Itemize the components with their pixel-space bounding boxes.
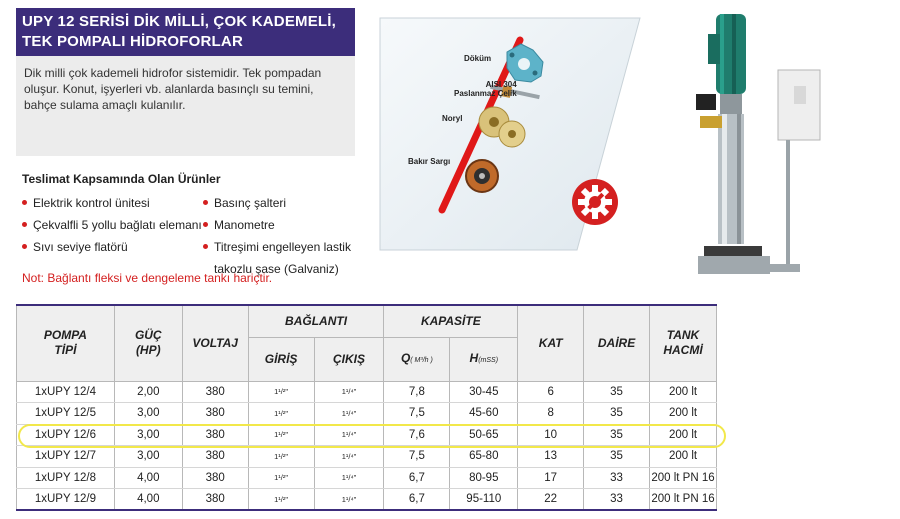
cell-cikis: 1¹/⁴" [314, 467, 384, 489]
scope-list-right [203, 192, 351, 280]
header-voltaj: VOLTAJ [182, 305, 248, 381]
cell-kat: 17 [518, 467, 584, 489]
cell-q: 6,7 [384, 467, 450, 489]
cell-tip: 1xUPY 12/5 [17, 403, 115, 425]
title-line-2: TEK POMPALI HİDROFORLAR [22, 33, 243, 50]
cell-q: 7,5 [384, 446, 450, 468]
bullet-icon [203, 244, 208, 249]
cell-cikis: 1¹/⁴" [314, 446, 384, 468]
cell-h: 30-45 [450, 381, 518, 403]
cell-tank: 200 lt PN 16 [650, 467, 717, 489]
cell-daire: 35 [584, 446, 650, 468]
cell-cikis: 1¹/⁴" [314, 424, 384, 446]
cell-voltaj: 380 [182, 424, 248, 446]
cell-q: 7,6 [384, 424, 450, 446]
note-text: Not: Bağlantı fleksi ve dengeleme tankı hariçtir. [22, 271, 273, 285]
table-row [17, 446, 717, 468]
cell-tank: 200 lt PN 16 [650, 489, 717, 511]
header-h: H(mSS) [450, 337, 518, 381]
cell-guc: 3,00 [114, 424, 182, 446]
scope-item: Çekvalfli 5 yollu bağlatı elemanı [22, 214, 202, 236]
cell-tank: 200 lt [650, 446, 717, 468]
cell-voltaj: 380 [182, 446, 248, 468]
cell-guc: 4,00 [114, 467, 182, 489]
description-text: Dik milli çok kademeli hidrofor sistemidir. Tek pompadan oluşur. Konut, işyerleri vb. alanlarda basınçlı su temini, bahçe sulama amaçlı kulanılır. [24, 66, 322, 112]
cell-tip: 1xUPY 12/9 [17, 489, 115, 511]
cell-kat: 8 [518, 403, 584, 425]
bullet-icon [203, 200, 208, 205]
table-row [17, 489, 717, 511]
header-kapasite: KAPASİTE [384, 305, 518, 337]
label-dokum: Döküm [464, 54, 492, 63]
cell-guc: 4,00 [114, 489, 182, 511]
bullet-icon [22, 200, 27, 205]
cell-tank: 200 lt [650, 381, 717, 403]
cell-cikis: 1¹/⁴" [314, 403, 384, 425]
cell-voltaj: 380 [182, 467, 248, 489]
header-cikis: ÇIKIŞ [314, 337, 384, 381]
cell-kat: 13 [518, 446, 584, 468]
bullet-icon [22, 222, 27, 227]
cell-q: 6,7 [384, 489, 450, 511]
label-aisi: AISI 304 Paslanmaz Çelik [454, 80, 517, 98]
bullet-icon [22, 244, 27, 249]
cell-guc: 3,00 [114, 446, 182, 468]
header-tank-hacmi: TANK HACMİ [650, 305, 717, 381]
cell-tip: 1xUPY 12/8 [17, 467, 115, 489]
cell-tank: 200 lt [650, 403, 717, 425]
scope-item: Sıvı seviye flatörü [22, 236, 202, 258]
cell-guc: 2,00 [114, 381, 182, 403]
cell-daire: 33 [584, 489, 650, 511]
scope-item-continuation: takozlu şase (Galvaniz) [214, 262, 339, 276]
cell-tip: 1xUPY 12/4 [17, 381, 115, 403]
cell-h: 65-80 [450, 446, 518, 468]
scope-list-left [22, 192, 202, 258]
cell-tip: 1xUPY 12/6 [17, 424, 115, 446]
scope-title: Teslimat Kapsamında Olan Ürünler [22, 172, 221, 186]
header-pompa-tipi: POMPA TİPİ [17, 305, 115, 381]
cell-daire: 33 [584, 467, 650, 489]
cell-giris: 1¹/²" [248, 403, 314, 425]
title-banner [16, 8, 355, 56]
cell-q: 7,8 [384, 381, 450, 403]
cell-daire: 35 [584, 403, 650, 425]
cell-giris: 1¹/²" [248, 381, 314, 403]
cell-daire: 35 [584, 381, 650, 403]
title-line-1: UPY 12 SERİSİ DİK MİLLİ, ÇOK KADEMELİ, [22, 13, 337, 30]
table-row [17, 381, 717, 403]
gear-wrench-icon [571, 178, 619, 226]
cell-voltaj: 380 [182, 403, 248, 425]
cell-q: 7,5 [384, 403, 450, 425]
cell-giris: 1¹/²" [248, 424, 314, 446]
spec-table [16, 304, 717, 511]
table-row-highlighted [17, 424, 717, 446]
cell-cikis: 1¹/⁴" [314, 489, 384, 511]
table-row [17, 403, 717, 425]
cell-voltaj: 380 [182, 381, 248, 403]
scope-item: Manometre [203, 214, 351, 236]
cell-giris: 1¹/²" [248, 467, 314, 489]
cell-kat: 10 [518, 424, 584, 446]
header-baglanti: BAĞLANTI [248, 305, 384, 337]
cell-h: 50-65 [450, 424, 518, 446]
copper-coil-icon [466, 160, 498, 192]
header-kat: KAT [518, 305, 584, 381]
cell-h: 80-95 [450, 467, 518, 489]
header-q: Q( M³/h ) [384, 337, 450, 381]
scope-item: Basınç şalteri [203, 192, 351, 214]
cell-voltaj: 380 [182, 489, 248, 511]
cell-tank: 200 lt [650, 424, 717, 446]
label-noryl: Noryl [442, 114, 463, 123]
cell-guc: 3,00 [114, 403, 182, 425]
description-box [16, 56, 355, 156]
header-guc: GÜÇ (HP) [114, 305, 182, 381]
label-bakir: Bakır Sargı [408, 157, 451, 166]
cell-cikis: 1¹/⁴" [314, 381, 384, 403]
cell-h: 95-110 [450, 489, 518, 511]
pump-photo [690, 10, 830, 280]
cell-giris: 1¹/²" [248, 446, 314, 468]
header-daire: DAİRE [584, 305, 650, 381]
header-giris: GİRİŞ [248, 337, 314, 381]
cell-kat: 6 [518, 381, 584, 403]
scope-item: Titreşimi engelleyen lastik [203, 236, 351, 258]
cell-giris: 1¹/²" [248, 489, 314, 511]
cell-h: 45-60 [450, 403, 518, 425]
bullet-icon [203, 222, 208, 227]
table-row [17, 467, 717, 489]
cell-daire: 35 [584, 424, 650, 446]
cell-kat: 22 [518, 489, 584, 511]
scope-item: Elektrik kontrol ünitesi [22, 192, 202, 214]
cell-tip: 1xUPY 12/7 [17, 446, 115, 468]
